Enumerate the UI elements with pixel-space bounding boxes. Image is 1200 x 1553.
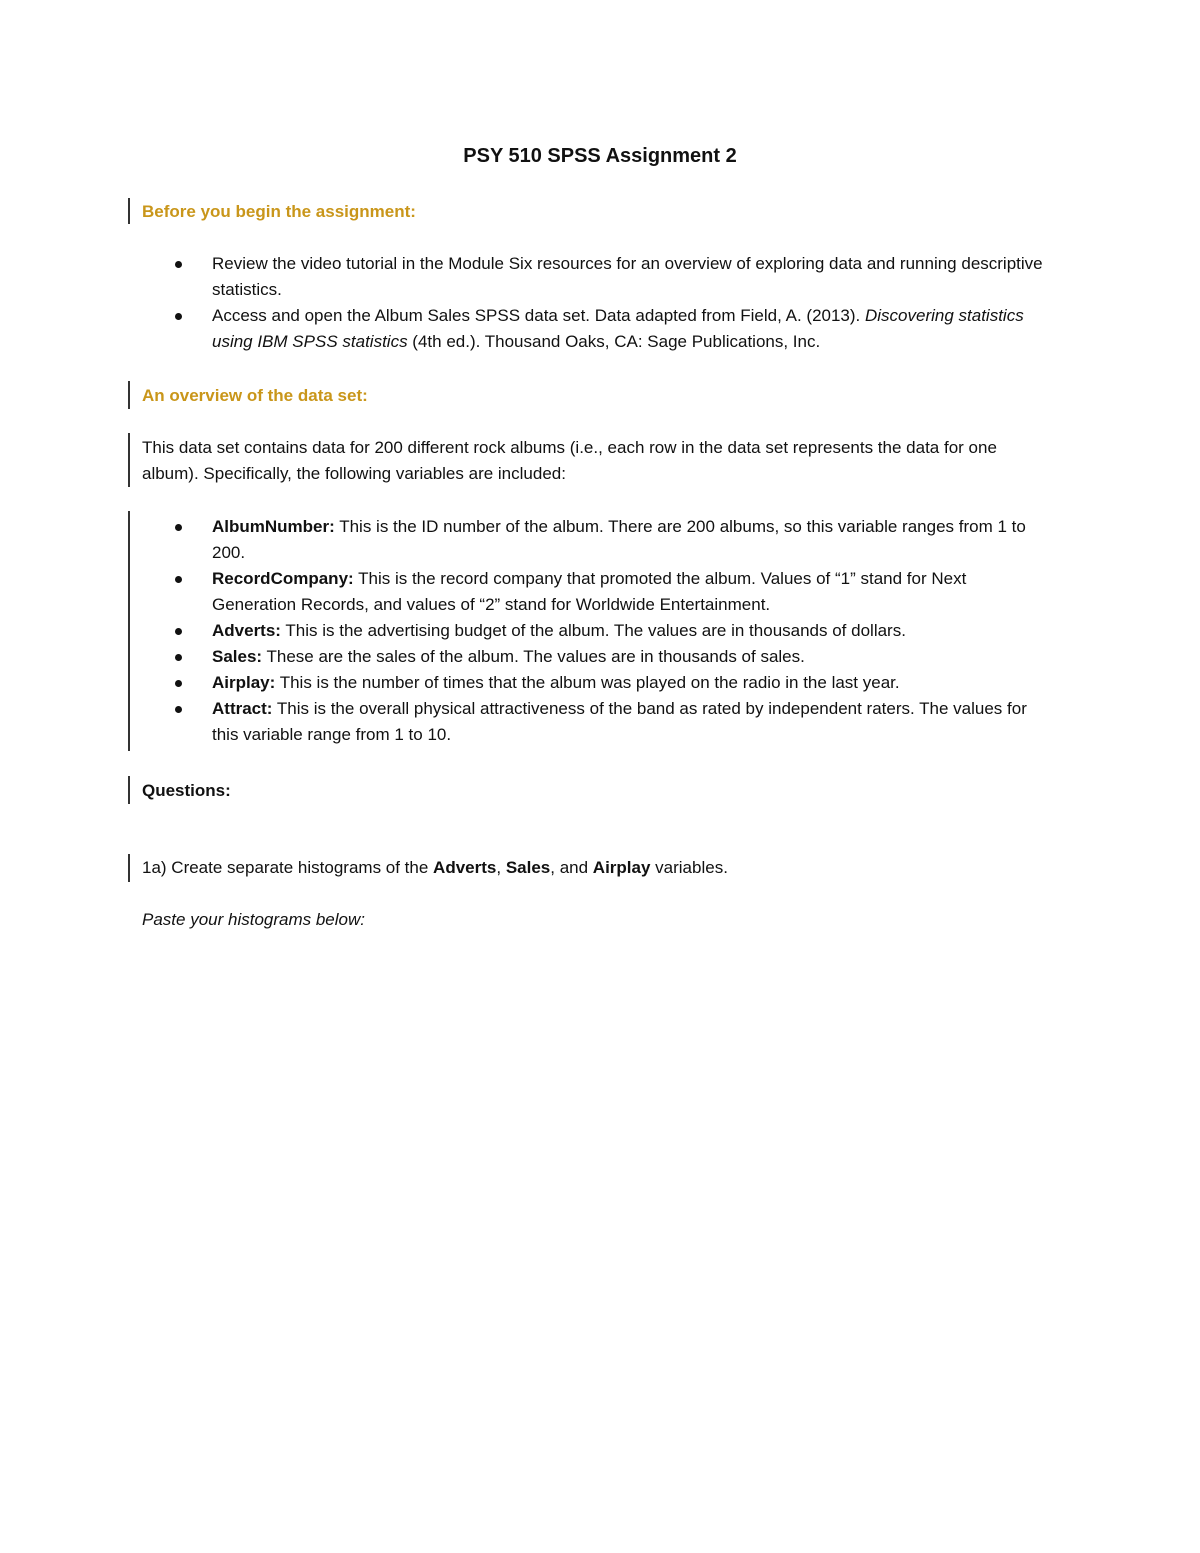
change-bar: [128, 433, 130, 487]
change-bar: [128, 381, 130, 409]
bullet-icon: [175, 576, 182, 583]
question-text: ,: [496, 858, 506, 877]
list-item: [172, 251, 1052, 303]
bullet-icon: [175, 680, 182, 687]
question-text: 1a) Create separate histograms of the: [142, 858, 434, 877]
bullet-icon: [175, 654, 182, 661]
variable-name: AlbumNumber:: [212, 517, 335, 536]
list-item: [172, 303, 1052, 355]
variable-desc: This is the record company that promoted the album. Values of “1” stand for Next Generation Records, and values of “2” stand for Worldwide Entertainment.: [212, 569, 967, 614]
variable-ref: Sales: [505, 858, 551, 877]
list-item: [172, 566, 1052, 618]
list-item: [172, 670, 1052, 696]
list-item: [172, 696, 1052, 748]
change-bar: [128, 854, 130, 882]
bullet-icon: [175, 628, 182, 635]
list-item: [172, 514, 1052, 566]
before-list: [172, 251, 1052, 355]
change-bar: [128, 198, 130, 224]
bullet-icon: [175, 313, 182, 320]
variable-name: Airplay:: [212, 673, 276, 692]
list-item: [172, 644, 1052, 670]
questions-heading: Questions:: [142, 781, 231, 800]
bullet-text-prefix: Access and open the Album Sales SPSS data set. Data adapted from Field, A. (2013).: [212, 306, 865, 325]
variable-name: Attract:: [212, 699, 273, 718]
overview-heading: An overview of the data set:: [142, 386, 368, 405]
bullet-icon: [175, 706, 182, 713]
variable-name: RecordCompany:: [212, 569, 354, 588]
variable-desc: This is the number of times that the album was played on the radio in the last year.: [275, 673, 900, 692]
variable-desc: This is the ID number of the album. There are 200 albums, so this variable ranges from 1 to 200.: [212, 517, 1026, 562]
bullet-icon: [175, 524, 182, 531]
variable-desc: This is the advertising budget of the album. The values are in thousands of dollars.: [280, 621, 906, 640]
overview-intro: This data set contains data for 200 different rock albums (i.e., each row in the data set represents the data for one album). Specifically, the following variables are included:: [142, 438, 997, 483]
bullet-icon: [175, 261, 182, 268]
bullet-text: Review the video tutorial in the Module Six resources for an overview of exploring data and running descriptive statistics.: [212, 254, 1043, 299]
bullet-text-suffix: (4th ed.). Thousand Oaks, CA: Sage Publications, Inc.: [407, 332, 821, 351]
before-heading: Before you begin the assignment:: [142, 202, 416, 221]
variables-list: [172, 514, 1052, 748]
variable-ref: Airplay: [592, 858, 651, 877]
change-bar: [128, 776, 130, 804]
question-1a: [142, 855, 1042, 881]
list-item: [172, 618, 1052, 644]
book-title: Discovering statistics using IBM SPSS statistics: [212, 306, 1024, 351]
question-text: , and: [550, 858, 593, 877]
variable-desc: This is the overall physical attractiveness of the band as rated by independent raters. The values for this variable range from 1 to 10.: [212, 699, 1027, 744]
paste-prompt: Paste your histograms below:: [142, 910, 365, 929]
variable-ref: Adverts: [433, 858, 497, 877]
variable-name: Sales:: [212, 647, 263, 666]
document-title: PSY 510 SPSS Assignment 2: [463, 145, 737, 167]
variable-desc: These are the sales of the album. The values are in thousands of sales.: [262, 647, 805, 666]
variable-name: Adverts:: [212, 621, 281, 640]
change-bar: [128, 511, 130, 751]
question-text: variables.: [650, 858, 728, 877]
